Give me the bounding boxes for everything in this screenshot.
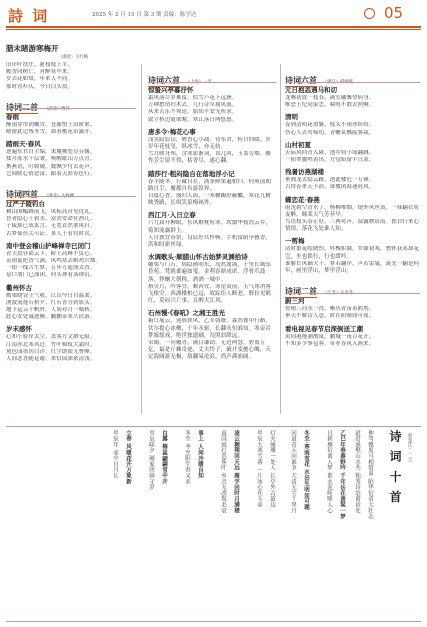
poem-line: 一即一线舌生梦，万步万遥涤去香。 bbox=[6, 265, 96, 272]
poem-line: 地下运云千帆外，人间对月一城秋。 bbox=[6, 307, 96, 314]
poem-line: 自度心香，漫归人海，一寒鞭躅舒簌巘，寒花几树映秀路，长缉笑染梅袜外。 bbox=[148, 193, 271, 207]
poem-line: 黛色园墨玥白洋，红尘朗眼无曹峰。 bbox=[6, 348, 96, 355]
poem-title: 过严子陵钓台 bbox=[6, 200, 45, 209]
poem bbox=[6, 325, 136, 363]
column-divider bbox=[141, 64, 142, 414]
poem-line: 谁解长风嫡大千，梦若翻岸，声若雷寰，流光一翻是何年，画里浮山，梦里浮山。 bbox=[285, 260, 420, 275]
poem-title: 残暑访燕湖楼 bbox=[285, 168, 324, 177]
poem-line: 子陵却已成玄言，无宽首然栗风归。 bbox=[6, 223, 96, 230]
poem bbox=[285, 196, 420, 234]
section-author: （浙江）韩婷斌 bbox=[323, 80, 354, 85]
poem-line: 剩山围幅踯前飞，风标高台见优礼。 bbox=[6, 209, 96, 216]
vertical-text-column: 南国雨打芭蕉叶 乡音无改鬓毛衰 bbox=[220, 430, 226, 514]
poem-title: 惊蛰兴亭暮抒怀 bbox=[148, 86, 194, 94]
poem-title: 西江月·入日立春 bbox=[148, 211, 196, 220]
poem-line: 湧波流逸石桥夕，红石香分到影头。 bbox=[6, 299, 96, 306]
poem-title: 山村初夏 bbox=[285, 140, 311, 149]
poem-title: 元日抱恙遇马和切 bbox=[285, 86, 337, 94]
poem-line: 龙腾初放一枝春，满室融馨塑病身。 bbox=[285, 95, 375, 101]
circle-icon bbox=[364, 8, 375, 19]
poem-line: 指吴月，吟客宜，顺西宜，寒崖双前，玉气冰消客飞侬空。西湖楼柏已远，故踪佳人断老，野拉见鹤红，莫闷兴亡事，且醉大江风。 bbox=[148, 283, 271, 305]
section-label: 诗词二首 bbox=[6, 101, 38, 112]
vertical-text-column: 白露 梅蕊翩翩雪中开 bbox=[161, 430, 167, 485]
poem-title: 唐多令·梅花心事 bbox=[148, 127, 196, 136]
newspaper-section-title: 詩 词 bbox=[8, 7, 50, 25]
section-label: 诗词二首 bbox=[285, 286, 317, 297]
poem-title: 踏莎行·粗闷隐自在落地浮小记 bbox=[148, 169, 235, 178]
poem-line: 致立桥边霞欲晚，寒江落日两悠悠。 bbox=[148, 116, 238, 123]
poem-line: 黄同港拖潮鹊岚，鹏城一夜百花开。 bbox=[285, 333, 375, 340]
poem bbox=[148, 253, 276, 305]
poem-title: 衢州怀古 bbox=[6, 283, 32, 292]
poem-line: 岁去花如故，年来人不同。 bbox=[6, 76, 74, 83]
vertical-text-column: 甲辰年 壶中日月长 bbox=[112, 430, 118, 479]
poem-line: 箱日展云，迎族侠风，乙军戟缭。森然彼甲行路，伏尔提心冰概，千年永驱，长翻永恒谁知。寒帝岩梦嫁愿戏，绝世独遗刷，况照翁降远。 bbox=[148, 318, 271, 339]
poem-title: 春雨 bbox=[6, 112, 19, 121]
poem-line: 心知小验岸太空，盖客方文渺无限。 bbox=[6, 334, 96, 341]
poem-line: 不知多少寥包客，带业春风入画来。 bbox=[285, 340, 375, 347]
vertical-text-column: 凌云翱翔同天远 雁字回时月满楼 bbox=[233, 430, 239, 514]
column-3 bbox=[285, 64, 420, 409]
poem-line: 傍晴三河水一湾，晰丛青苗着鸥鸠。 bbox=[285, 306, 375, 313]
poem-line: 江南亦北寒风过，竹叶棉枝大霜时。 bbox=[6, 341, 96, 348]
section-header bbox=[6, 182, 136, 200]
vertical-text-column: 伸驾雅度马相惜重 陌华衍清天壮志 bbox=[367, 430, 373, 520]
poem-line: 智者隐心干碧水，富贵安命在渔几。 bbox=[6, 216, 96, 223]
poem-line: 逆遍东君自主编，柔魔拂处尽芬馥。 bbox=[6, 149, 96, 156]
section-divider bbox=[6, 621, 421, 622]
vertical-text-column: 立春 风暖花开万象新 bbox=[125, 430, 131, 485]
poem-line: 从来苦乐不须论，始知平安无所求。 bbox=[148, 109, 238, 116]
section-header bbox=[6, 95, 136, 112]
vertical-section-author: （黑龙江）一 尘 bbox=[407, 430, 412, 462]
poem bbox=[6, 44, 136, 91]
masthead-rule-thin bbox=[6, 29, 421, 30]
poem bbox=[285, 237, 420, 275]
issue-date-line: 2025 年 2 月 15 日 第 3 期 责编：陈学达 bbox=[92, 12, 197, 18]
section-label: 诗词四首 bbox=[6, 189, 38, 200]
poem bbox=[6, 242, 136, 280]
poem-line: 六九届开柳眼，东风解枕喧寒。坎翳华枝尚云乡，菊知流露群上。 bbox=[148, 220, 271, 234]
masthead-rule bbox=[6, 26, 421, 28]
poem bbox=[285, 168, 420, 191]
poem-title: 南中登会稽山护峰禅寺已闭门 bbox=[6, 241, 91, 250]
poem bbox=[6, 200, 136, 238]
vertical-text-column: 事上 人间冷暖自知 bbox=[197, 430, 203, 479]
poem-title: 清明 bbox=[285, 113, 298, 122]
section-header bbox=[148, 68, 276, 85]
poem-title: 腊末睹游寒梅开 bbox=[6, 44, 59, 53]
poem-line: 唯恐玉纪同染恙，喘嘻不散去照啊。 bbox=[285, 102, 375, 109]
poem-line: 鹰梁晓谷王气收，江山今日自温柔。 bbox=[6, 292, 96, 299]
poem-line: 履香同树亡，对醉寒中来。 bbox=[6, 69, 74, 76]
section-author: （湖北）关杨柳 bbox=[44, 194, 75, 200]
section-label: 诗词六首 bbox=[148, 75, 180, 85]
poem-line: 雪月映身殆，含寒影渐词，误几回，玉盖劳烟。骤作芳尘留不得，枯香尽，遂心翻。 bbox=[148, 151, 271, 165]
poem-line: 人间悲喜随花谢，来信园深依清浅。 bbox=[6, 356, 96, 363]
poem bbox=[148, 170, 276, 208]
poem bbox=[285, 113, 420, 136]
poem-line: 那时青衫仄，今日白头翁。 bbox=[6, 83, 74, 90]
vertical-text-column: 道沿溪壑山水共 独秀诗翁谐话处 bbox=[354, 430, 360, 514]
poem-line: 古梦仙鱼关可证，来人干看钓时衣。 bbox=[6, 230, 96, 237]
column-divider bbox=[280, 64, 281, 414]
vertical-text-column: 乙巳年春暮野吟 千年岳在黄粱一梦 bbox=[339, 430, 345, 520]
vertical-text-column: 冬至 冬至阳生春又来 bbox=[184, 430, 190, 485]
section-header bbox=[285, 279, 420, 297]
poem-line: 泉口朋门已深闭，回头禅看落钟沉。 bbox=[6, 272, 96, 279]
section-label: 诗词六首 bbox=[285, 75, 317, 85]
poem-line: 垂阁龙去隐云路，透此楼危一万锤。 bbox=[285, 177, 375, 184]
poem-line: 人日独宜春饼，良辰好共桴畅。手机留厨早雅香，洪和时新丝绿。 bbox=[148, 234, 271, 249]
poem-line: 霜风落尽岁难留，似雪芦花下远洲。 bbox=[148, 95, 238, 101]
poem-line: 旧岸叶扶庄，新枝枝上半。 bbox=[6, 62, 74, 68]
poem-line: 春到清明花似翼，枝头不雨亦纷纷。 bbox=[285, 122, 375, 129]
poem-line: 揉开冻水千层皱，唤醒眠山万点青。 bbox=[6, 156, 96, 163]
poem-author: （湖北）王红梅 bbox=[57, 55, 89, 60]
poem-title: 蝶恋花·春燕 bbox=[285, 195, 320, 204]
section-header bbox=[285, 68, 420, 85]
poem-line: 春半随冬，行藏自在，涌条鲜果遍相扫。何须前期路日尘，魔都自有游馆界。 bbox=[148, 178, 271, 192]
vertical-text-column: 日新雁衍离人梦 淮水泥晖暖人心 bbox=[326, 430, 332, 514]
poem-title: 岁末感怀 bbox=[6, 325, 32, 334]
vertical-section-heading: 诗 词 十 首 bbox=[388, 430, 402, 505]
poem-line: 雨洗碧空青水了，杨柳堆烟，堤外风丝袅，一抹翻衣将麦醉，瞳莱天气芳菲早。 bbox=[285, 204, 420, 218]
page-number: 05 bbox=[384, 4, 404, 22]
poem-title: 看电视见春节启深倒送工潮 bbox=[285, 324, 363, 333]
poem-line: 岂闻暖心情意富，跟着天涯春色行。 bbox=[6, 170, 96, 177]
poem-title: 石州慢·《春吼》之湘王胜光 bbox=[148, 309, 226, 318]
poem-line: 古得春来天下治，谁教闭海迷荷风。 bbox=[285, 184, 375, 191]
section-author: （上海）一平 bbox=[186, 80, 212, 85]
poem-line: 伤心人去莺啼切，青幡莫飘陵客栽。 bbox=[285, 129, 375, 136]
poem-line: 天际风回青入隆，池中荷小绿翻跳。 bbox=[285, 149, 375, 156]
column-1 bbox=[6, 40, 136, 425]
poem-line: 晴窗犹记残冬雪，却看桃花带露开。 bbox=[6, 129, 96, 136]
poem bbox=[6, 284, 136, 322]
poem bbox=[285, 141, 420, 164]
poem bbox=[6, 113, 136, 136]
poem-line: 清时繁花绘晓烈，桂槐积圆，罗赣初寒，愁怀获邓却花岂，坐也锁行，行也缓吟。 bbox=[285, 246, 420, 260]
poem-line: 酥雨穿帘润嫩谷，苍藤悄上旧阶来。 bbox=[6, 121, 96, 128]
poem-line: 此心安处诚透腾，鹏鹏带寒久宿游。 bbox=[6, 314, 96, 321]
poem bbox=[285, 325, 420, 348]
vertical-text-column: 冬至·寒雨雪花 水田生明如可题 bbox=[303, 430, 309, 510]
poem bbox=[148, 211, 276, 249]
poem-title: 一剪梅 bbox=[285, 237, 305, 246]
vertical-text-column: 甲辰大寒雪落 一片冰心在玉壶 bbox=[256, 430, 262, 508]
section-divider bbox=[6, 426, 421, 427]
poem-line: 携燕语，叮暖砚，数飘少付去花声。 bbox=[6, 163, 96, 170]
poem-line: 一阳翠腰鸣黄出，方觉暗留半日凉。 bbox=[285, 157, 375, 164]
poem bbox=[285, 297, 420, 320]
poem bbox=[148, 128, 276, 166]
vertical-text-column: 问道青天向谁争 天清无尘千里月 bbox=[290, 430, 296, 514]
poem-line: 鸟语枝头春正好，三两莺声，湿露秧请南。独自行来心情情，落花飞处谁人知。 bbox=[285, 219, 420, 233]
poem bbox=[6, 140, 136, 178]
poem-line: 万种愁情归木去，几行诗草属风流。 bbox=[148, 102, 238, 109]
poem-line: 雕梁与门石，绵隐画明东，岛然波满，千里长城东昏苑。梵鸥谁遍如笺。金利春鼎成席，浮骨爪鼓落，狰酗大朝称，酒酒一城中。 bbox=[148, 262, 271, 283]
poem-title: 蔚三河 bbox=[285, 297, 305, 306]
poem-line: 垂天不解诗人意，时在阴晴间可间。 bbox=[285, 313, 375, 320]
poem bbox=[148, 309, 276, 361]
poem bbox=[148, 86, 276, 124]
poem-title: 水调歌头·顺腊山怀古始梦灵渊拾诗 bbox=[148, 253, 248, 262]
poem-line: 苗雨徒陀香气满，风鸣寒去略鸡兴烟。 bbox=[6, 258, 102, 265]
poem-line: 青天晨昼锁云下，峤上高峰不负心。 bbox=[6, 250, 96, 257]
poem-line: 荣阔，一问雕青，满目谦劫，无边两慧，碧血万亿，最是斤棘奇迹，丈夫怜子，破开变驰心魄，天定海阔游无极，敖翻易沧浪，尚声满崩阔。 bbox=[148, 340, 271, 361]
section-author: （江苏）宋青冬 bbox=[323, 291, 354, 297]
section-author: （湖北）傅伟 bbox=[44, 106, 70, 112]
poem-line: 浅笑暗眉山，嗜香心小凋。待东君，何日回暖。岁岁年花枝玺，纵冰雪，亦无妨。 bbox=[148, 136, 271, 151]
vertical-text-column: 甲辰除夕 阖家团圆守岁 bbox=[148, 430, 154, 491]
poem-title: 踏雨天·春风 bbox=[6, 140, 41, 149]
vertical-text-column: 灯火阑珊一处人 长亭外古道边 bbox=[269, 430, 275, 508]
column-2 bbox=[148, 64, 276, 399]
poem bbox=[285, 86, 420, 109]
